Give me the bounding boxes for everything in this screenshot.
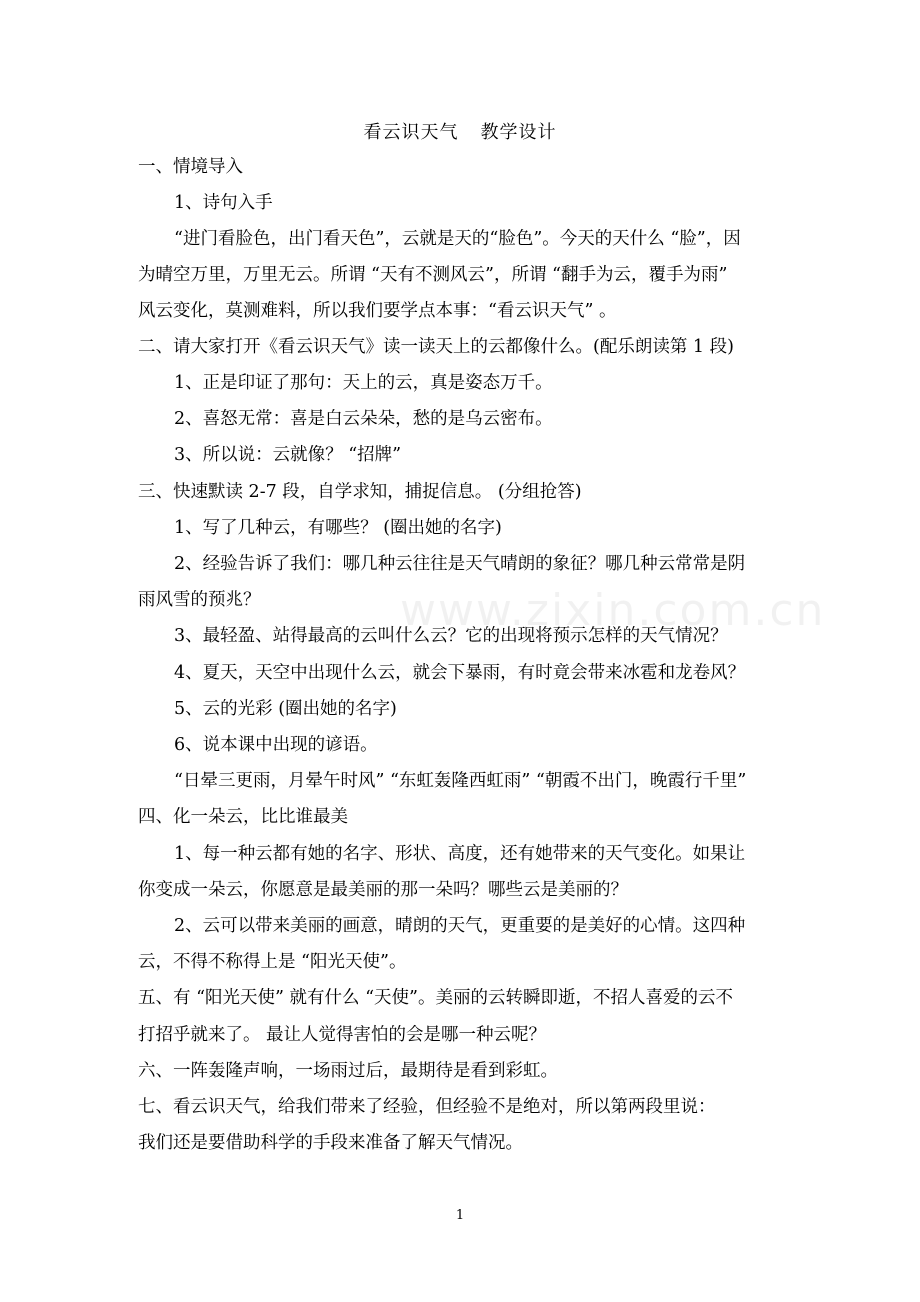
title-sub: 教学设计	[480, 122, 557, 143]
section-heading-1: 一、情境导入	[138, 157, 243, 177]
proverbs-line: “日晕三更雨，月晕午时风” “东虹轰隆西虹雨” “朝霞不出门，晚霞行千里”	[174, 771, 747, 791]
paragraph-line: 你变成一朵云，你愿意是最美丽的那一朵吗？哪些云是美丽的？	[138, 880, 628, 900]
item-line: 4、夏天，天空中出现什么云，就会下暴雨，有时竟会带来冰雹和龙卷风？	[174, 663, 746, 683]
item-line: 3、最轻盈、站得最高的云叫什么云？它的出现将预示怎样的天气情况？	[174, 626, 728, 646]
section-heading-7: 七、看云识天气，给我们带来了经验，但经验不是绝对，所以第两段里说：	[138, 1097, 716, 1117]
paragraph-line: 打招乎就来了。 最让人觉得害怕的会是哪一种云呢？	[138, 1025, 547, 1045]
item-line: 5、云的光彩 (圈出她的名字)	[174, 699, 397, 719]
paragraph-line: 风云变化，莫测难料，所以我们要学点本事：“看云识天气” 。	[138, 301, 617, 321]
item-line: 6、说本课中出现的谚语。	[174, 735, 378, 755]
section-heading-6: 六、一阵轰隆声响，一场雨过后，最期待是看到彩虹。	[138, 1061, 558, 1081]
section-heading-3: 三、快速默读 2-7 段，自学求知，捕捉信息。 (分组抢答)	[138, 482, 582, 502]
paragraph-line: 我们还是要借助科学的手段来准备了解天气情况。	[138, 1133, 523, 1153]
page-number: 1	[455, 1208, 465, 1223]
item-line: 1、每一种云都有她的名字、形状、高度，还有她带来的天气变化。如果让	[174, 844, 746, 864]
item-line: 1、正是印证了那句：天上的云，真是姿态万千。	[174, 373, 553, 393]
section-heading-2: 二、请大家打开《看云识天气》读一读天上的云都像什么。(配乐朗读第 1 段)	[138, 337, 734, 357]
watermark: www.zixin.com.cn	[400, 585, 826, 636]
paragraph-line: 雨风雪的预兆？	[138, 590, 261, 610]
section-heading-4: 四、化一朵云，比比谁最美	[138, 807, 348, 827]
title-main: 看云识天气	[363, 122, 459, 143]
paragraph-line: 云，不得不称得上是 “阳光天使”。	[138, 952, 407, 972]
item-line: 3、所以说：云就像？ “招牌”	[174, 445, 402, 465]
section-heading-5: 五、有 “阳光天使” 就有什么 “天使”。美丽的云转瞬即逝，不招人喜爱的云不	[138, 988, 733, 1008]
item-line: 2、喜怒无常：喜是白云朵朵，愁的是乌云密布。	[174, 409, 553, 429]
item-line: 2、经验告诉了我们：哪几种云往往是天气晴朗的象征？哪几种云常常是阴	[174, 554, 746, 574]
item-line: 2、云可以带来美丽的画意，晴朗的天气，更重要的是美好的心情。这四种	[174, 916, 746, 936]
paragraph-line: 为晴空万里，万里无云。所谓 “天有不测风云”，所谓 “翻手为云，覆手为雨”	[138, 265, 728, 285]
paragraph-line: “进门看脸色，出门看天色”，云就是天的“脸色”。今天的天什么 “脸”，因	[174, 229, 741, 249]
item-line: 1、诗句入手	[174, 193, 273, 213]
item-line: 1、写了几种云，有哪些？ (圈出她的名字)	[174, 518, 502, 538]
page-title	[0, 118, 920, 144]
